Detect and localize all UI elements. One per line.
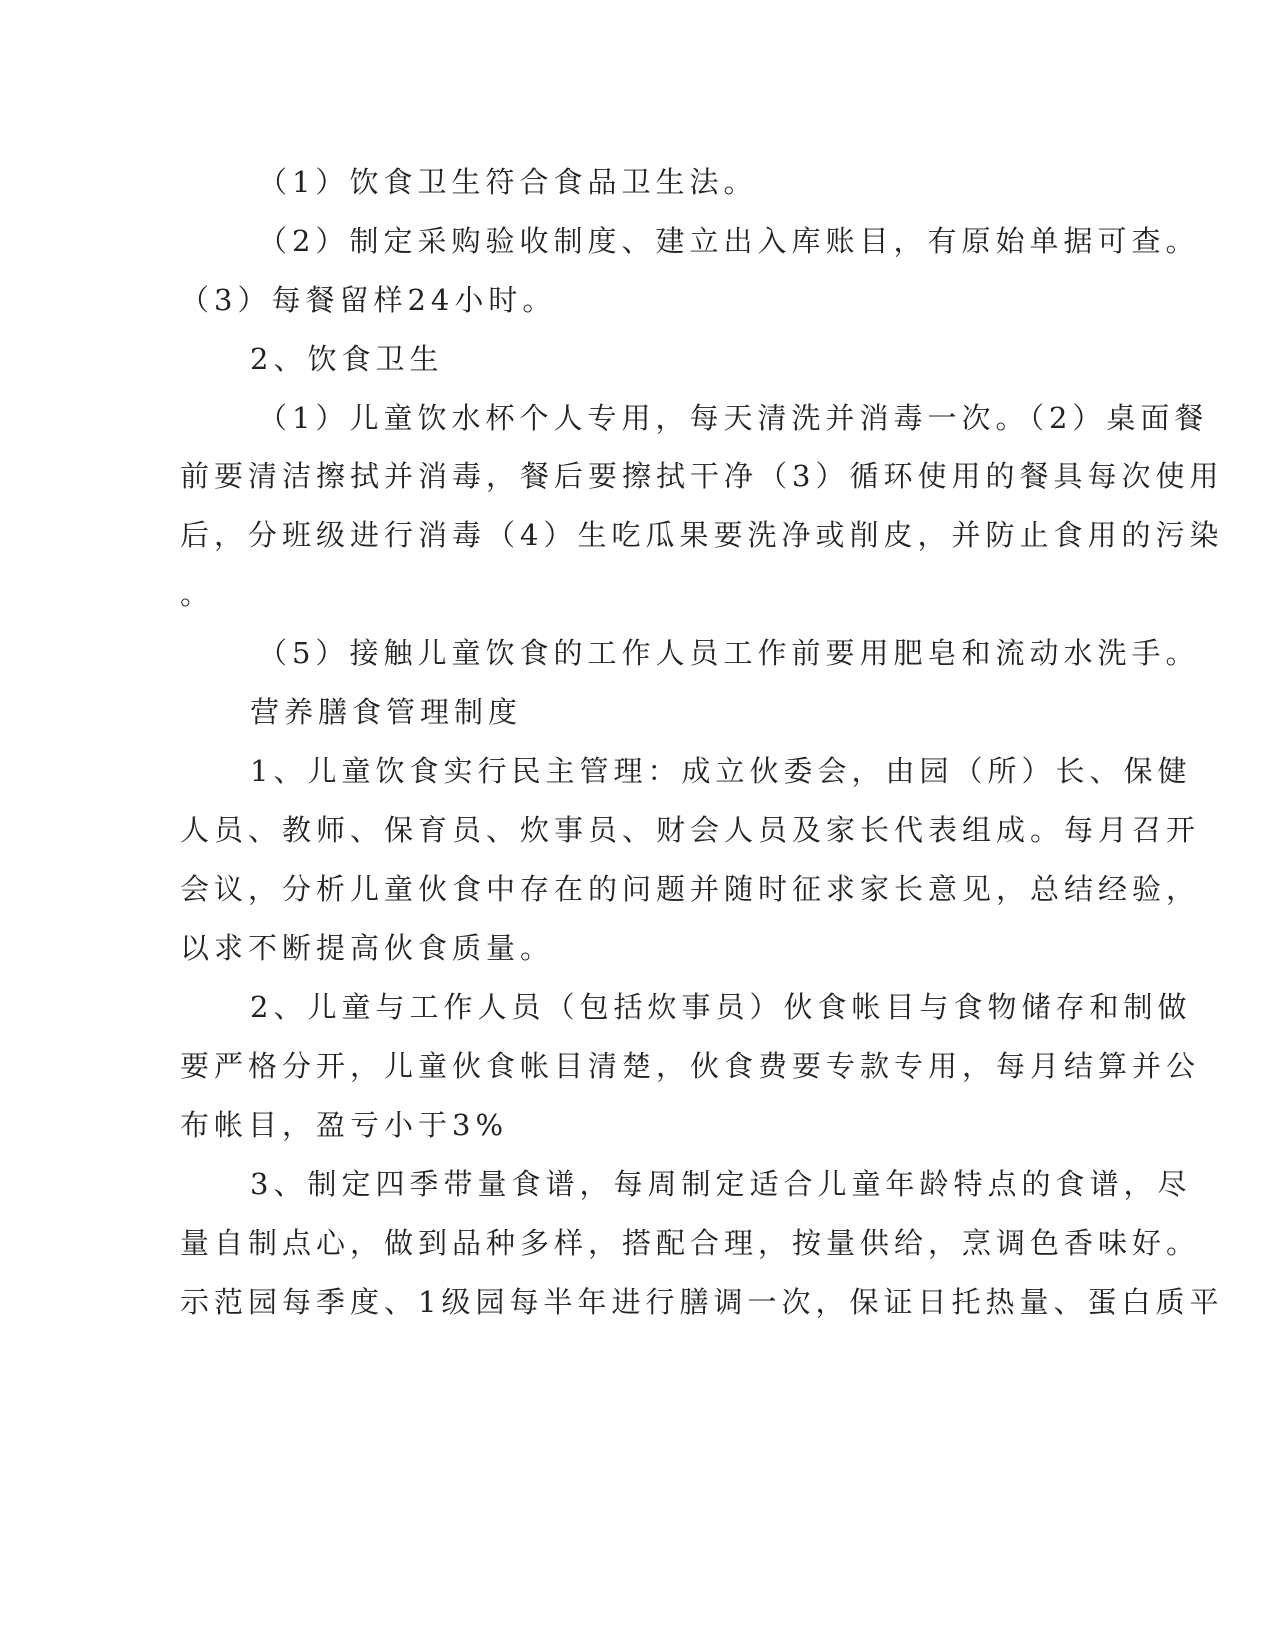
text-line: 。 xyxy=(180,577,215,611)
text-line: 2、饮食卫生 xyxy=(250,342,444,376)
text-line: 前要清洁擦拭并消毒，餐后要擦拭干净（3）循环使用的餐具每次使用 xyxy=(180,459,1224,493)
section-heading: 营养膳食管理制度 xyxy=(250,695,523,729)
text-line: 以求不断提高伙食质量。 xyxy=(180,931,555,965)
text-line: （1）饮食卫生符合食品卫生法。 xyxy=(258,165,758,199)
text-line: 会议，分析儿童伙食中存在的问题并随时征求家长意见，总结经验， xyxy=(180,872,1201,906)
text-line: 示范园每季度、1级园每半年进行膳调一次，保证日托热量、蛋白质平 xyxy=(180,1285,1224,1319)
text-line: 布帐目，盈亏小于3% xyxy=(180,1108,509,1142)
text-line: 3、制定四季带量食谱，每周制定适合儿童年龄特点的食谱，尽 xyxy=(250,1167,1192,1201)
text-line: 要严格分开，儿童伙食帐目清楚，伙食费要专款专用，每月结算并公 xyxy=(180,1049,1201,1083)
text-line: （5）接触儿童饮食的工作人员工作前要用肥皂和流动水洗手。 xyxy=(258,636,1200,670)
text-line: （3）每餐留样24小时。 xyxy=(180,283,557,317)
text-line: （2）制定采购验收制度、建立出入库账目，有原始单据可查。 xyxy=(258,224,1200,258)
text-line: 人员、教师、保育员、炊事员、财会人员及家长代表组成。每月召开 xyxy=(180,813,1201,847)
text-line: 量自制点心，做到品种多样，搭配合理，按量供给，烹调色香味好。 xyxy=(180,1226,1201,1260)
text-line: 2、儿童与工作人员（包括炊事员）伙食帐目与食物储存和制做 xyxy=(250,990,1192,1024)
text-line: （1）儿童饮水杯个人专用，每天清洗并消毒一次。（2）桌面餐 xyxy=(258,401,1209,435)
text-line: 后，分班级进行消毒（4）生吃瓜果要洗净或削皮，并防止食用的污染 xyxy=(180,518,1224,552)
text-line: 1、儿童饮食实行民主管理：成立伙委会，由园（所）长、保健 xyxy=(250,754,1192,788)
